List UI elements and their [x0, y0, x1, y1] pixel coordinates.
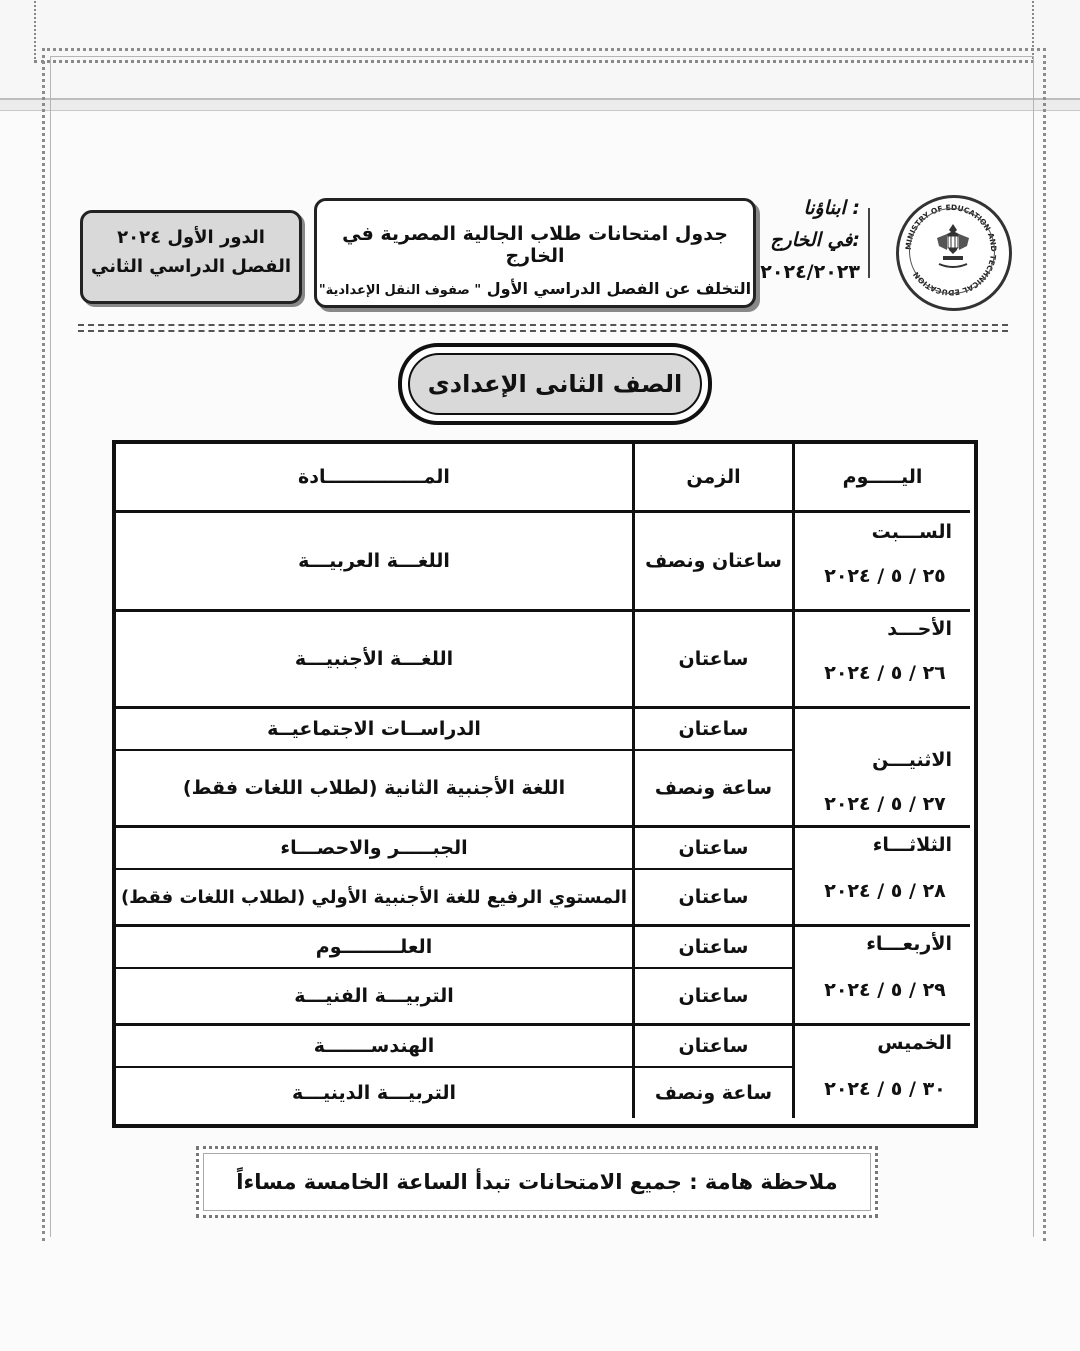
- subject-cell: الدراســات الاجتماعيــة: [267, 718, 481, 740]
- subject-cell: العلـــــــــوم: [315, 936, 433, 958]
- grade-title-box: [398, 343, 712, 425]
- exam-schedule-table: [112, 440, 978, 1128]
- day-date: ٢٥ / ٥ / ٢٠٢٤: [824, 565, 946, 587]
- day-date: ٣٠ / ٥ / ٢٠٢٤: [824, 1078, 946, 1100]
- subtitle-grades: " صفوف النقل الإعدادية": [318, 283, 482, 298]
- day-date: ٢٦ / ٥ / ٢٠٢٤: [824, 662, 946, 684]
- semester-label: الفصل الدراسي الثاني: [91, 256, 291, 277]
- subject-cell: المستوي الرفيع للغة الأجنبية الأولي (لطلاب اللغات فقط): [120, 886, 628, 908]
- header-rule-top: [78, 324, 1008, 326]
- day-name: الاثنيـــن: [872, 749, 952, 771]
- day-date: ٢٧ / ٥ / ٢٠٢٤: [824, 793, 946, 815]
- subject-cell: التربيـــة الفنيـــة: [294, 985, 454, 1007]
- session-label: الدور الأول ٢٠٢٤: [117, 227, 265, 248]
- day-cell: [800, 828, 970, 924]
- abroad-line-1: ابناؤنا :: [803, 197, 860, 219]
- schedule-title: جدول امتحانات طلاب الجالية المصرية في الخارج: [342, 223, 728, 267]
- time-cell: ساعتان: [678, 1035, 749, 1057]
- session-box: [80, 210, 302, 304]
- day-name: الأحـــد: [887, 618, 952, 640]
- subject-cell: الهندســـــــة: [313, 1035, 435, 1057]
- table-col-divider-time-day: [792, 444, 795, 1118]
- important-note: ملاحظة هامة : جميع الامتحانات تبدأ الساعة الخامسة مساءاً: [203, 1153, 871, 1211]
- day-cell: [800, 513, 970, 609]
- day-name: الســـبت: [871, 521, 952, 543]
- grade-title: الصف الثانى الإعدادى: [408, 353, 702, 415]
- time-cell: ساعة ونصف: [654, 777, 773, 799]
- day-cell: [800, 927, 970, 1023]
- day-name: الثلاثـــاء: [872, 834, 952, 856]
- subject-cell: التربيـــة الدينيـــة: [292, 1082, 457, 1104]
- header-rule-bottom: [78, 330, 1008, 332]
- time-cell: ساعة ونصف: [654, 1082, 773, 1104]
- day-cell: [800, 1026, 970, 1118]
- day-name: الأربعـــاء: [866, 933, 952, 955]
- time-cell: ساعتان: [678, 886, 749, 908]
- header-subject: المـــــــــــــــادة: [298, 466, 450, 488]
- academic-year: ٢٠٢٤/٢٠٢٣: [760, 261, 860, 283]
- eagle-emblem-icon: [933, 220, 973, 272]
- svg-text:MINISTRY OF EDUCATION AND TECH: MINISTRY OF EDUCATION AND TECHNICAL EDUCATION: [903, 202, 999, 298]
- time-cell: ساعتان: [678, 718, 749, 740]
- important-note-box: [196, 1146, 878, 1218]
- abroad-label: [760, 192, 860, 288]
- logo-divider: [868, 208, 870, 278]
- subtitle-main: التخلف عن الفصل الدراسي الأول: [486, 279, 752, 298]
- time-cell: ساعتان: [678, 648, 749, 670]
- day-date: ٢٨ / ٥ / ٢٠٢٤: [824, 880, 946, 902]
- subject-cell: الجبـــــر والاحصـــاء: [280, 837, 468, 859]
- ministry-logo: [896, 195, 1012, 311]
- time-cell: ساعتان: [678, 985, 749, 1007]
- day-date: ٢٩ / ٥ / ٢٠٢٤: [824, 979, 946, 1001]
- subject-cell: اللغـــة العربيـــة: [298, 550, 450, 572]
- header-time: الزمن: [686, 466, 741, 488]
- time-cell: ساعتان: [678, 936, 749, 958]
- schedule-subtitle: [317, 279, 753, 298]
- schedule-title-box: [314, 198, 756, 308]
- header-day: اليـــــوم: [842, 466, 923, 488]
- subject-cell: اللغـــة الأجنبيـــة: [294, 648, 454, 670]
- day-cell: [800, 709, 970, 825]
- day-name: الخميس: [877, 1032, 952, 1054]
- time-cell: ساعتان ونصف: [645, 550, 782, 572]
- day-cell: [800, 612, 970, 706]
- subject-cell: اللغة الأجنبية الثانية (لطلاب اللغات فقط): [182, 777, 566, 799]
- abroad-line-2: في الخارج:: [770, 229, 860, 251]
- time-cell: ساعتان: [678, 837, 749, 859]
